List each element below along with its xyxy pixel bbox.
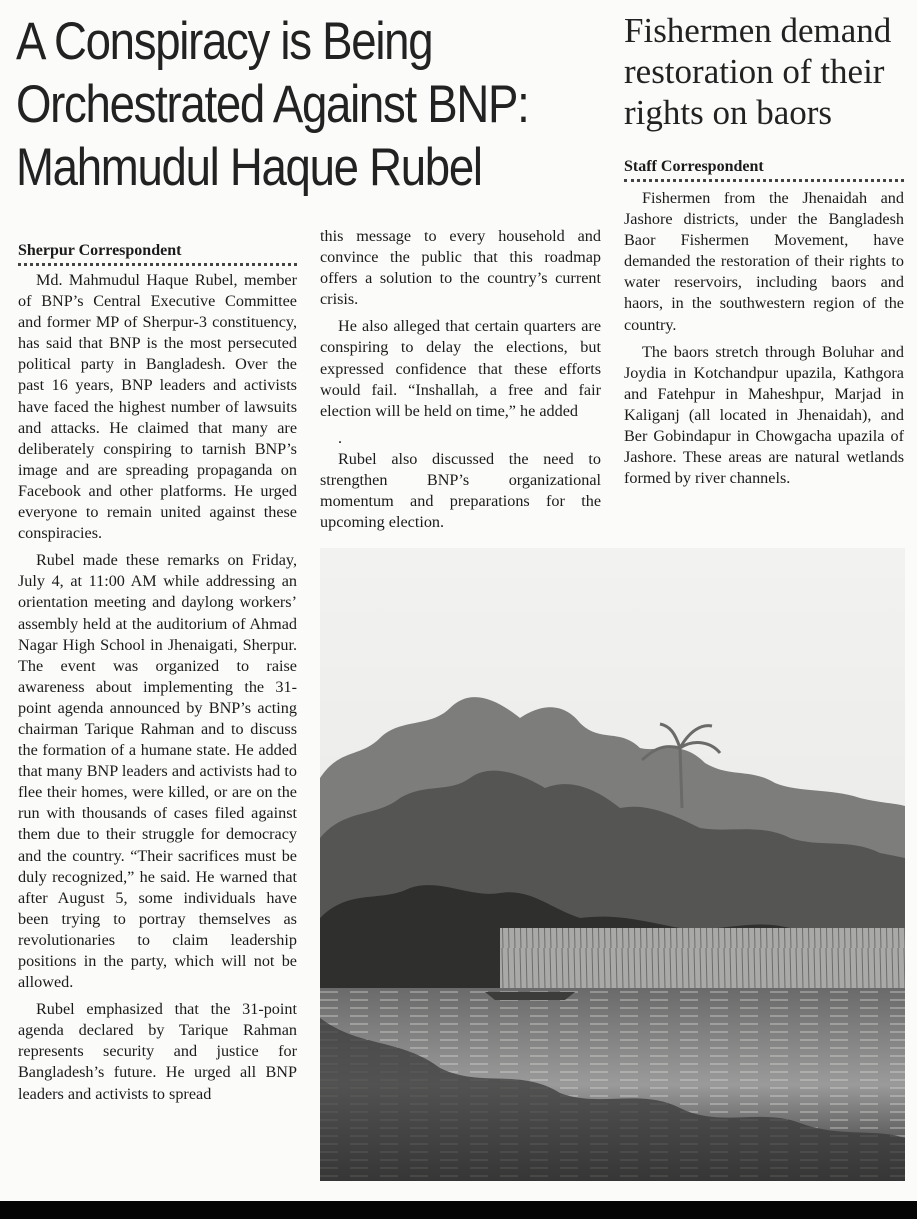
side-headline-line-3: rights on baors [624,93,833,132]
main-headline [16,10,532,199]
side-headline [624,10,914,133]
side-paragraph-1: Fishermen from the Jhenaidah and Jashore districts, under the Bangladesh Baor Fishermen Movement, have demanded the restoration of their rights to water reservoirs, including baors and haors, in the southwestern region of the country. [624,189,904,334]
boat [485,992,575,1000]
main-paragraph-3: Rubel emphasized that the 31-point agenda declared by Tarique Rahman represents security and justice for Bangladesh’s future. He urged all BNP leaders and activists to spread [18,1000,297,1103]
main-headline-line-2: Orchestrated Against BNP: [16,75,529,134]
side-headline-line-2: restoration of their [624,52,885,91]
side-headline-line-1: Fishermen demand [624,11,892,50]
main-paragraph-2: Rubel made these remarks on Friday, July 4, at 11:00 AM while addressing an orientation meeting and daylong workers’ assembly held at the auditorium of Ahmad Nagar High School in Jhenaigati, Sherpur. The event was organized to raise awareness about implementing the 31-point agenda announced by BNP’s acting chairman Tarique Rahman and to discuss the formation of a humane state. He added that many BNP leaders and activists had to flee their homes, were killed, or are on the run with thousands of cases filed against them due to their struggle for democracy and the country. “Their sacrifices must be duly recognized,” he said. He warned that after August 5, some individuals have been trying to portray themselves as revolutionaries to claim leadership positions in the party, which will not be allowed. [18,551,297,992]
main-headline-line-3: Mahmudul Haque Rubel [16,138,482,197]
main-story-column-2 [320,226,601,533]
wetland-photo [320,548,905,1181]
main-paragraph-4: this message to every household and convince the public that this roadmap offers a solution to the country’s current crisis. [320,227,601,309]
main-paragraph-7: Rubel also discussed the need to strengthen BNP’s organizational momentum and preparations for the upcoming election. [320,449,601,532]
side-byline: Staff Correspondent [624,158,904,182]
side-paragraph-2: The baors stretch through Boluhar and Joydia in Kotchandpur upazila, Kathgora and Fatehpur in Maheshpur, Marjad in Kaliganj (all located in Jhenaidah), and Ber Gobindapur in Chowgacha upazila of Jashore. These areas are natural wetlands formed by river channels. [624,342,904,488]
wetland-photo-graphic [320,548,905,1181]
page-bottom-bar [0,1201,917,1219]
side-story-column [624,158,904,489]
main-headline-line-1: A Conspiracy is Being [16,12,433,71]
main-byline: Sherpur Correspondent [18,242,297,266]
main-story-column-1 [18,242,297,1105]
reed-bank [500,928,905,988]
main-paragraph-1: Md. Mahmudul Haque Rubel, member of BNP’s Central Executive Committee and former MP of Sherpur-3 constituency, has said that BNP is the most persecuted political party in Bangladesh. Over the past 16 years, BNP leaders and activists have faced the highest number of lawsuits and attacks. He claimed that many are deliberately conspiring to tarnish BNP’s image and are spreading propaganda on Facebook and other platforms. He urged everyone to remain united against these conspiracies. [18,271,297,543]
main-paragraph-5: He also alleged that certain quarters are conspiring to delay the elections, but expressed confidence that these efforts would fail. “Inshallah, a free and fair election will be held on time,” he added [320,317,601,420]
main-paragraph-6: . [338,428,343,447]
